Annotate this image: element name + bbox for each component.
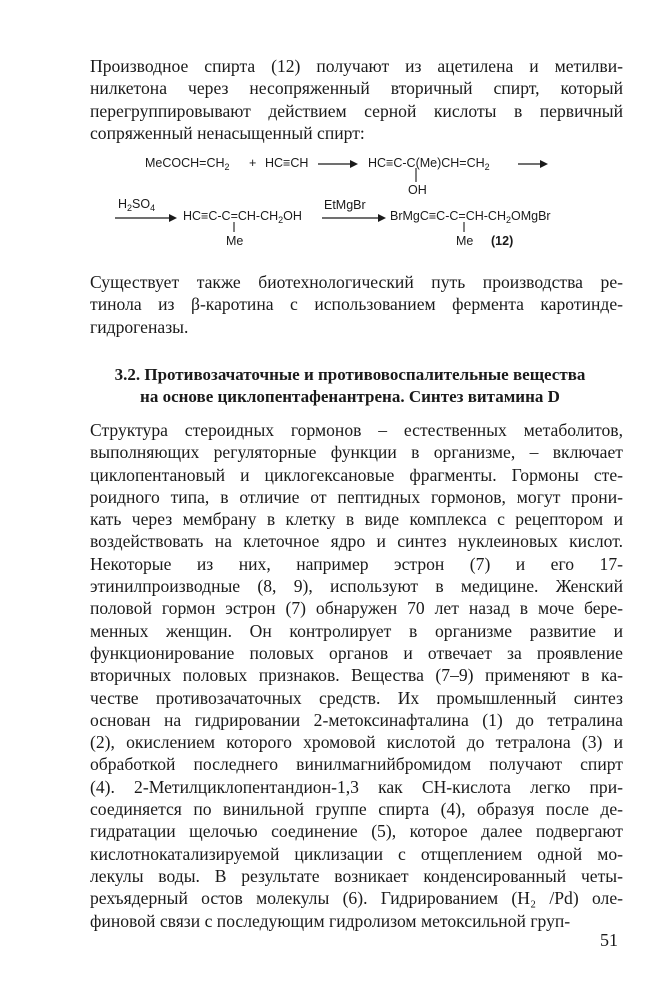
text-line: Структура стероидных гормонов – естественных метаболитов, xyxy=(90,420,623,440)
text-line: этинилпроизводные (8, 9), используют в медицине. Женский xyxy=(90,576,623,597)
heading-line-1: 3.2. Противозачаточные и противовоспалительные вещества xyxy=(114,365,586,384)
reaction-arrow-1 xyxy=(318,158,358,170)
primary-alcohol: $HC\equiv C-C=CH-CH_2OH$ xyxy=(183,209,302,225)
text-line: нилкетона через несопряженный вторичный спирт, который xyxy=(90,78,623,99)
text-line: (4). 2-Метилциклопентандион-1,3 как СН-кислота легко при- xyxy=(90,776,623,797)
text-line: Производное спирта (12) получают из ацетилена и метилви- xyxy=(90,56,623,76)
text-line: гидрогеназы. xyxy=(90,316,189,337)
reagent-sulfuric-acid: $H_2SO_4$ xyxy=(118,197,156,213)
bond-line-oh xyxy=(414,168,418,184)
compound-label-12: (12) xyxy=(491,234,514,248)
text-line: роидного типа, в отличие от пептидных гормонов, могут прони- xyxy=(90,486,623,507)
text-line: тинола из β-каротина с использованием фермента каротинде- xyxy=(90,294,623,315)
reactant-methyl-vinyl-ketone: $MeCOCH=CH_2$ xyxy=(145,156,230,172)
text-line: вторичных половых признаков. Вещества (7–9) применяют в ка- xyxy=(90,665,623,686)
text-line: лекулы воды. В результате возникает конденсированный четы- xyxy=(90,865,623,886)
text-line: функционирование половых органов и отвечает за проявление xyxy=(90,642,623,663)
section-heading xyxy=(60,364,640,408)
paragraph-steroids xyxy=(90,419,623,932)
text-line: половой гормон эстрон (7) обнаружен 70 лет назад в моче бере- xyxy=(90,598,623,619)
text-line: Некоторые из них, например эстрон (7) и его 17- xyxy=(90,553,623,574)
paragraph-intro xyxy=(90,55,623,144)
reagent-ethylmagnesium-bromide: EtMgBr xyxy=(324,198,366,212)
text-line: Существует также биотехнологический путь производства ре- xyxy=(90,272,623,292)
text-line: кислотнокатализируемой циклизации с отщеплением одной мо- xyxy=(90,843,623,864)
text-line: перегруппировывают действием серной кислоты в первичный xyxy=(90,100,623,121)
heading-line-2: на основе циклопентафенантрена. Синтез витамина D xyxy=(140,387,560,406)
text-line: воздействовать на клеточное ядро и синтез нуклеиновых кислот. xyxy=(90,531,623,552)
text-line: сопряженный ненасыщенный спирт: xyxy=(90,122,365,143)
secondary-alcohol: $HC\equiv C-C(Me)CH=CH_2$ xyxy=(368,156,490,172)
text-line: (2), окислением которого хромовой кислотой до тетралона (3) и xyxy=(90,732,623,753)
reaction-arrow-3 xyxy=(115,212,177,224)
methyl-group-1: Me xyxy=(226,234,244,248)
text-line: кать через мембрану в клетку в виде комплекса с рецептором и xyxy=(90,509,623,530)
grignard-product: $BrMgC\equiv C-C=CH-CH_2OMgBr$ xyxy=(390,209,551,225)
bond-line-me-1 xyxy=(232,222,236,234)
text-line: основан на гидрировании 2-метоксинафталина (1) до тетралина xyxy=(90,709,623,730)
bond-line-me-2 xyxy=(462,222,466,234)
page-number: 51 xyxy=(600,930,618,950)
reactant-acetylene: HC≡CH xyxy=(265,156,309,170)
text-line: рехъядерный остов молекулы (6). Гидрированием (H₂ /Pd) оле- xyxy=(90,888,623,909)
paragraph-biotech xyxy=(90,271,623,338)
text-line: соединяется по винильной группе спирта (4), образуя после де- xyxy=(90,799,623,820)
text-line: менных женщин. Он контролирует в организме развитие и xyxy=(90,620,623,641)
methyl-group-2: Me xyxy=(456,234,474,248)
text-line: гидратации щелочью соединение (5), которое далее подвергают xyxy=(90,821,623,842)
reaction-arrow-2 xyxy=(518,158,548,170)
text-line: финовой связи с последующим гидролизом метоксильной груп- xyxy=(90,910,571,931)
text-line: циклопентановый и циклогексановые фрагменты. Гормоны сте- xyxy=(90,464,623,485)
reaction-arrow-4 xyxy=(322,212,386,224)
text-line: обработкой последнего винилмагнийбромидом получают спирт xyxy=(90,754,623,775)
hydroxyl-group: OH xyxy=(408,183,427,197)
text-line: честве противозачаточных средств. Их промышленный синтез xyxy=(90,687,623,708)
text-line: выполняющих регуляторные функции в организме, – включает xyxy=(90,442,623,463)
plus-sign: + xyxy=(249,156,257,170)
